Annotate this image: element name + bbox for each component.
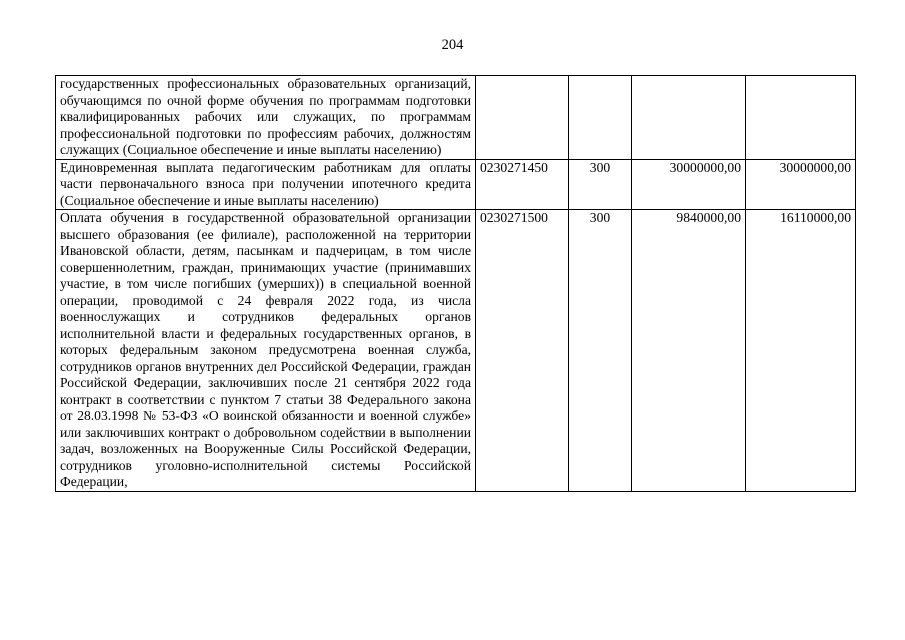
amount-year-1: 9840000,00 xyxy=(632,210,746,492)
expense-type-code: 300 xyxy=(569,159,632,210)
table-row xyxy=(56,210,856,492)
amount-year-2 xyxy=(746,76,856,160)
table-row xyxy=(56,76,856,160)
amount-year-2: 30000000,00 xyxy=(746,159,856,210)
target-article-code xyxy=(476,76,569,160)
target-article-code: 0230271500 xyxy=(476,210,569,492)
amount-year-1: 30000000,00 xyxy=(632,159,746,210)
amount-year-1 xyxy=(632,76,746,160)
expense-type-code: 300 xyxy=(569,210,632,492)
page-number: 204 xyxy=(441,37,464,53)
budget-table xyxy=(55,75,856,492)
row-description: Единовременная выплата педагогическим работникам для оплаты части первоначального взноса при получении ипотечного кредита (Социальное обеспечение и иные выплаты населению) xyxy=(56,159,476,210)
amount-year-2: 16110000,00 xyxy=(746,210,856,492)
row-description: государственных профессиональных образовательных организаций, обучающимся по очной форме обучения по программам подготовки квалифицированных рабочих или служащих, по программам профессиональной подготовки по профессиям рабочих, должностям служащих (Социальное обеспечение и иные выплаты населению) xyxy=(56,76,476,160)
table-row xyxy=(56,159,856,210)
row-description: Оплата обучения в государственной образовательной организации высшего образования (ее филиале), расположенной на территории Ивановской области, детям, пасынкам и падчерицам, в том числе совершеннолетним, граждан, принимающих участие (принимавших участие, в том числе погибших (умерших)) в специальной военной операции, проводимой с 24 февраля 2022 года, из числа военнослужащих и сотрудников федеральных органов исполнительной власти и федеральных государственных органов, в которых федеральным законом предусмотрена военная служба, сотрудников органов внутренних дел Российской Федерации, граждан Российской Федерации, заключивших после 21 сентября 2022 года контракт в соответствии с пунктом 7 статьи 38 Федерального закона от 28.03.1998 № 53-ФЗ «О воинской обязанности и военной службе» или заключивших контракт о добровольном содействии в выполнении задач, возложенных на Вооруженные Силы Российской Федерации, сотрудников уголовно-исполнительной системы Российской Федерации, xyxy=(56,210,476,492)
expense-type-code xyxy=(569,76,632,160)
target-article-code: 0230271450 xyxy=(476,159,569,210)
